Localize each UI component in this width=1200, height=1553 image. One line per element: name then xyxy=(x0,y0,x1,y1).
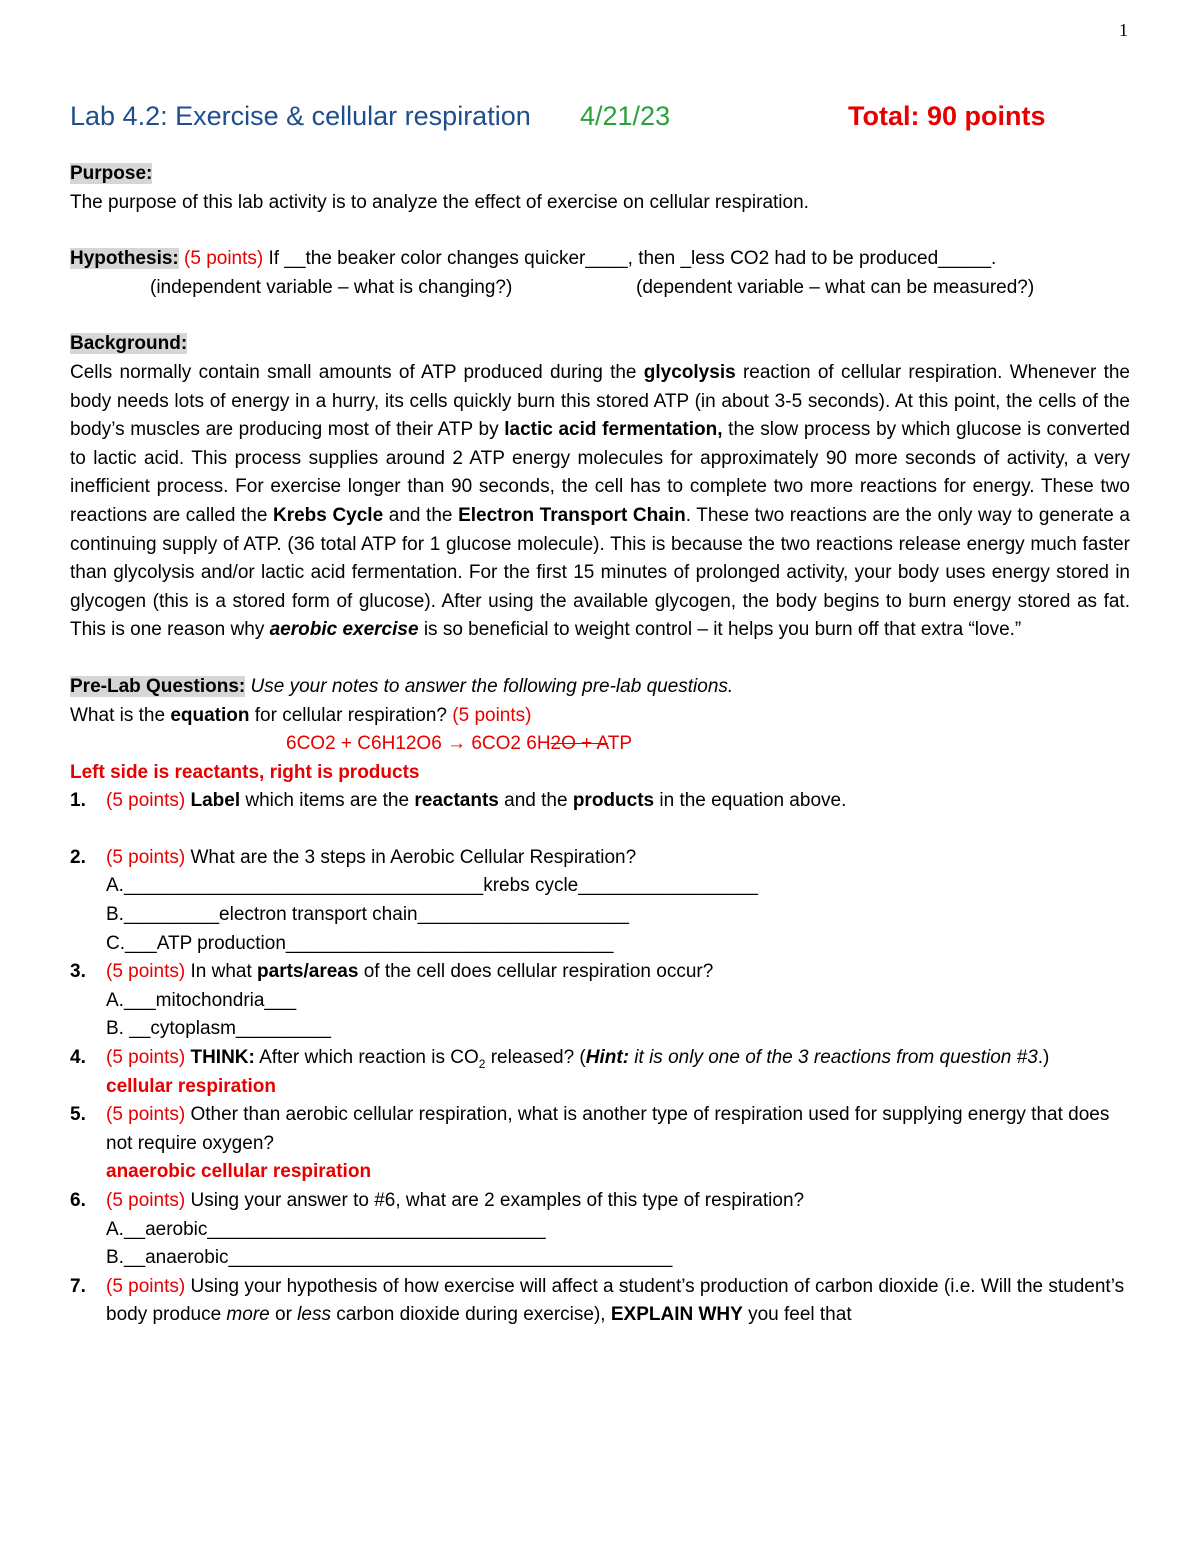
question-4: 4. (5 points) THINK: After which reaction is $CO_2$ released? (Hint: it is only one of the 3 reactions from question #3.) cellular respiration xyxy=(70,1044,1130,1101)
question-1: 1. (5 points) Label which items are the reactants and the products in the equation above. xyxy=(70,790,847,812)
answer-line: A.__________________________________krebs cycle_________________ xyxy=(106,875,758,897)
question-2: 2. (5 points) What are the 3 steps in Aerobic Cellular Respiration? A.__________________________________krebs cycle_________________ B._________electron transport chain____________________ C.___ATP production_______________________________ xyxy=(70,844,1130,958)
question-7: 7. (5 points) Using your hypothesis of how exercise will affect a student’s production of carbon dioxide (i.e. Will the student’s body produce more or less carbon dioxide during exercise), EXPLAIN WHY you feel that xyxy=(70,1275,1125,1326)
purpose-section xyxy=(70,160,1130,217)
document-content xyxy=(70,96,1130,1330)
background-paragraph: Cells normally contain small amounts of ATP produced during the glycolysis reaction of cellular respiration. Whenever the body needs lots of energy in a hurry, its cells quickly burn this stored ATP (in about 3-5 seconds). At this point, the cells of the body’s muscles are producing most of their ATP by lactic acid fermentation, the slow process by which glucose is converted to lactic acid. This process supplies around 2 ATP energy molecules for approximately 90 more seconds of activity, a very inefficient process. For exercise longer than 90 seconds, the cell has to complete two more reactions for energy. These two reactions are called the Krebs Cycle and the Electron Transport Chain. These two reactions are the only way to generate a continuing supply of ATP. (36 total ATP for 1 glucose molecule). This is because the two reactions release energy much faster than glycolysis and/or lactic acid fermentation. For the first 15 minutes of prolonged activity, your body uses energy stored in glycogen (this is a stored form of glucose). After using the available glycogen, the body begins to burn energy stored as fat. This is one reason why aerobic exercise is so beneficial to weight control – it helps you burn off that extra “love.” xyxy=(70,361,1130,641)
purpose-heading: Purpose: xyxy=(70,163,153,184)
lab-title: Lab 4.2: Exercise & cellular respiration xyxy=(70,101,531,131)
question-5: 5. (5 points) Other than aerobic cellular respiration, what is another type of respiration used for supplying energy that does not require oxygen? anaerobic cellular respiration xyxy=(70,1101,1130,1187)
equation-note: Left side is reactants, right is products xyxy=(70,761,420,783)
variable-labels xyxy=(70,274,1130,303)
hypothesis-section xyxy=(70,245,1130,302)
answer-text: anaerobic cellular respiration xyxy=(106,1161,372,1183)
equation-question: What is the equation for cellular respiration? (5 points) xyxy=(70,704,532,726)
equation-answer: 6CO2 + C6H12O6 → 6CO2 6H2O + ATP xyxy=(286,733,633,755)
answer-line: B. __cytoplasm_________ xyxy=(106,1018,331,1040)
dependent-variable-label: (dependent variable – what can be measured?) xyxy=(636,276,1035,298)
page-number: 1 xyxy=(1119,20,1128,40)
prelab-instruction: Use your notes to answer the following pre-lab questions. xyxy=(245,675,734,697)
purpose-text: The purpose of this lab activity is to analyze the effect of exercise on cellular respiration. xyxy=(70,191,809,213)
hypothesis-points: (5 points) xyxy=(184,248,264,270)
question-3: 3. (5 points) In what parts/areas of the cell does cellular respiration occur? A.___mitochondria___ B. __cytoplasm_________ xyxy=(70,958,1130,1044)
lab-date: 4/21/23 xyxy=(580,101,671,131)
background-heading: Background: xyxy=(70,333,188,355)
question-6: 6. (5 points) Using your answer to #6, what are 2 examples of this type of respiration? A.__aerobic________________________________ B.__anaerobic__________________________________________ xyxy=(70,1187,1130,1273)
hypothesis-text: If __the beaker color changes quicker____, then _less CO2 had to be produced_____. xyxy=(263,248,997,270)
answer-text: cellular respiration xyxy=(106,1075,277,1097)
independent-variable-label: (independent variable – what is changing?) xyxy=(150,276,513,298)
prelab-section xyxy=(70,673,1130,1330)
hypothesis-heading: Hypothesis: xyxy=(70,248,179,270)
answer-line: A.__aerobic________________________________ xyxy=(106,1218,546,1240)
total-points: Total: 90 points xyxy=(848,101,1046,131)
title-row xyxy=(70,96,1130,136)
answer-line: B.__anaerobic__________________________________________ xyxy=(106,1247,673,1269)
background-section xyxy=(70,330,1130,645)
prelab-heading: Pre-Lab Questions: xyxy=(70,675,246,697)
answer-line: C.___ATP production_______________________________ xyxy=(106,932,614,954)
answer-line: B._________electron transport chain____________________ xyxy=(106,904,629,926)
answer-line: A.___mitochondria___ xyxy=(106,989,297,1011)
